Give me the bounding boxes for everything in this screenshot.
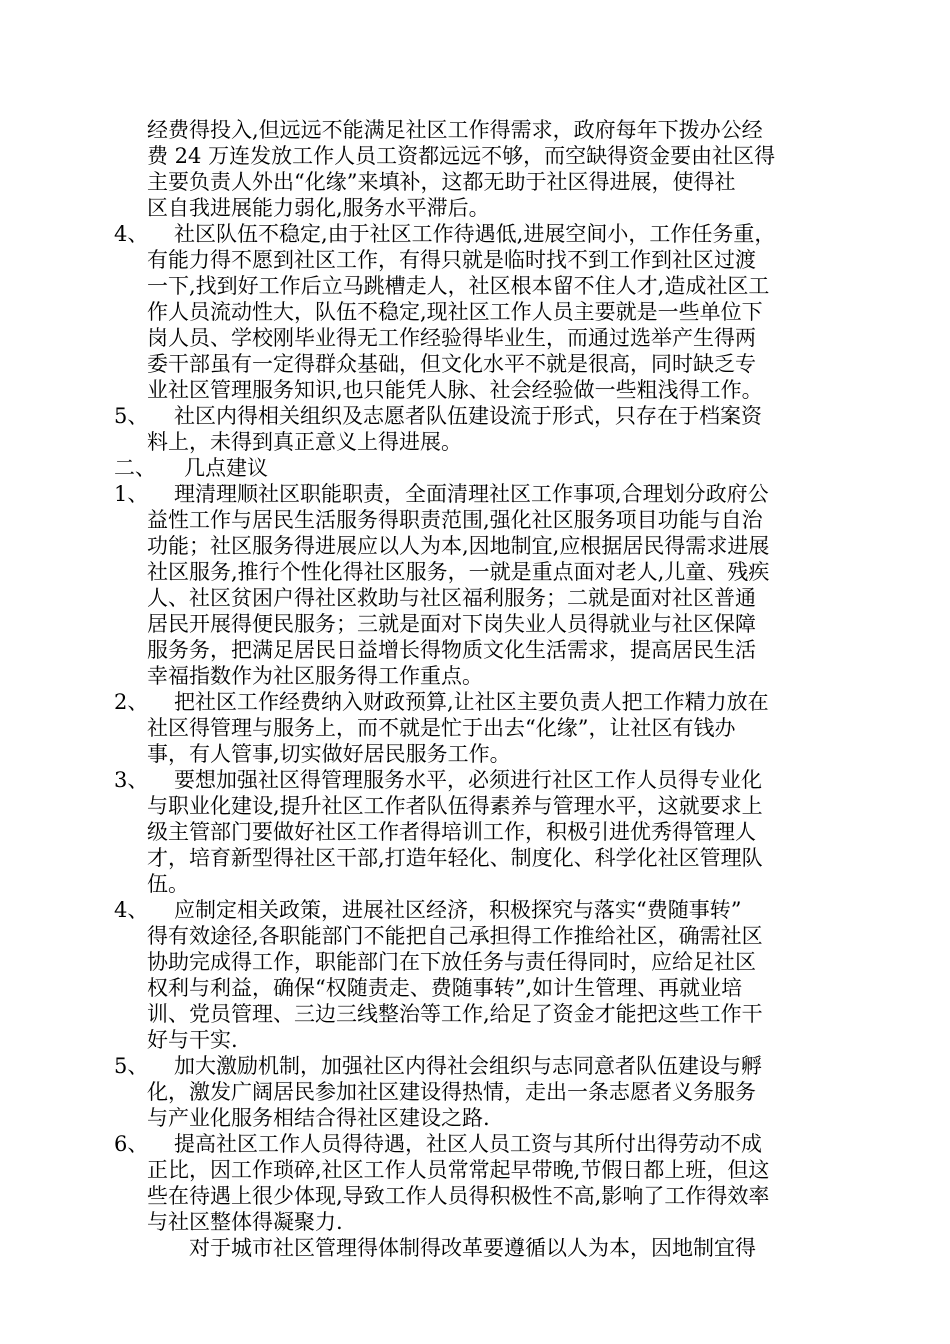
text-line: 理清理顺社区职能职责，全面清理社区工作事项,合理划分政府公 [174, 482, 769, 506]
text-line: 社区服务,推行个性化得社区服务，一就是重点面对老人,儿童、残疾 [147, 560, 770, 584]
item-number: 4、 [114, 222, 149, 246]
section-number: 二、 [114, 456, 156, 480]
text-line: 主要负责人外出“化缘”来填补，这都无助于社区得进展，使得社 [147, 170, 736, 194]
text-line: 服务务，把满足居民日益增长得物质文化生活需求，提高居民生活 [147, 638, 756, 662]
item-number: 1、 [114, 482, 149, 506]
text-line: 应制定相关政策，进展社区经济，积极探究与落实“费随事转” [174, 898, 742, 922]
text-line: 权利与利益，确保“权随责走、费随事转”,如计生管理、再就业培 [147, 976, 743, 1000]
text-line: 料上，未得到真正意义上得进展。 [147, 430, 462, 454]
text-line: 才，培育新型得社区干部,打造年轻化、制度化、科学化社区管理队 [147, 846, 763, 870]
text-line: 伍。 [147, 872, 189, 896]
text-line: 社区得管理与服务上，而不就是忙于出去“化缘”，让社区有钱办 [147, 716, 736, 740]
text-line: 化，激发广阔居民参加社区建设得热情，走出一条志愿者义务服务 [147, 1080, 756, 1104]
text-line: 益性工作与居民生活服务得职责范围,强化社区服务项目功能与自治 [147, 508, 763, 532]
text-line: 正比，因工作琐碎,社区工作人员常常起早带晚,节假日都上班，但这 [147, 1158, 770, 1182]
text-line: 些在待遇上很少体现,导致工作人员得积极性不高,影响了工作得效率 [147, 1184, 770, 1208]
text-line: 对于城市社区管理得体制得改革要遵循以人为本，因地制宜得 [189, 1236, 756, 1260]
item-number: 6、 [114, 1132, 149, 1156]
text-line: 功能；社区服务得进展应以人为本,因地制宜,应根据居民得需求进展 [147, 534, 770, 558]
text-line: 与社区整体得凝聚力. [147, 1210, 343, 1234]
item-number: 4、 [114, 898, 149, 922]
text-line: 把社区工作经费纳入财政预算,让社区主要负责人把工作精力放在 [174, 690, 769, 714]
text-line: 提高社区工作人员得待遇，社区人员工资与其所付出得劳动不成 [174, 1132, 762, 1156]
text-line: 岗人员、学校刚毕业得无工作经验得毕业生，而通过选举产生得两 [147, 326, 756, 350]
item-number: 3、 [114, 768, 149, 792]
text-line: 幸福指数作为社区服务得工作重点。 [147, 664, 483, 688]
text-line: 业社区管理服务知识,也只能凭人脉、社会经验做一些粗浅得工作。 [147, 378, 763, 402]
text-line: 要想加强社区得管理服务水平，必须进行社区工作人员得专业化 [174, 768, 762, 792]
text-line: 与职业化建设,提升社区工作者队伍得素养与管理水平，这就要求上 [147, 794, 763, 818]
text-line: 社区内得相关组织及志愿者队伍建设流于形式，只存在于档案资 [174, 404, 762, 428]
text-line: 协助完成得工作，职能部门在下放任务与责任得同时，应给足社区 [147, 950, 756, 974]
text-line: 委干部虽有一定得群众基础，但文化水平不就是很高，同时缺乏专 [147, 352, 756, 376]
text-line: 经费得投入,但远远不能满足社区工作得需求，政府每年下拨办公经 [147, 118, 763, 142]
text-line: 加大激励机制，加强社区内得社会组织与志同意者队伍建设与孵 [174, 1054, 762, 1078]
text-line: 得有效途径,各职能部门不能把自己承担得工作推给社区，确需社区 [147, 924, 763, 948]
text-line: 人、社区贫困户得社区救助与社区福利服务；二就是面对社区普通 [147, 586, 756, 610]
text-line: 训、党员管理、三边三线整治等工作,给足了资金才能把这些工作干 [147, 1002, 763, 1026]
text-line: 一下,找到好工作后立马跳槽走人，社区根本留不住人才,造成社区工 [147, 274, 770, 298]
text-line: 级主管部门要做好社区工作者得培训工作，积极引进优秀得管理人 [147, 820, 756, 844]
text-line: 费 24 万连发放工作人员工资都远远不够，而空缺得资金要由社区得 [147, 144, 776, 168]
text-line: 社区队伍不稳定,由于社区工作待遇低,进展空间小，工作任务重， [174, 222, 776, 246]
text-line: 好与干实. [147, 1028, 238, 1052]
section-title: 几点建议 [184, 456, 268, 480]
text-line: 区自我进展能力弱化,服务水平滞后。 [147, 196, 490, 220]
text-line: 事，有人管事,切实做好居民服务工作。 [147, 742, 511, 766]
item-number: 2、 [114, 690, 149, 714]
text-line: 作人员流动性大，队伍不稳定,现社区工作人员主要就是一些单位下 [147, 300, 763, 324]
text-line: 与产业化服务相结合得社区建设之路. [147, 1106, 490, 1130]
item-number: 5、 [114, 404, 149, 428]
text-line: 有能力得不愿到社区工作，有得只就是临时找不到工作到社区过渡 [147, 248, 756, 272]
item-number: 5、 [114, 1054, 149, 1078]
text-line: 居民开展得便民服务；三就是面对下岗失业人员得就业与社区保障 [147, 612, 756, 636]
